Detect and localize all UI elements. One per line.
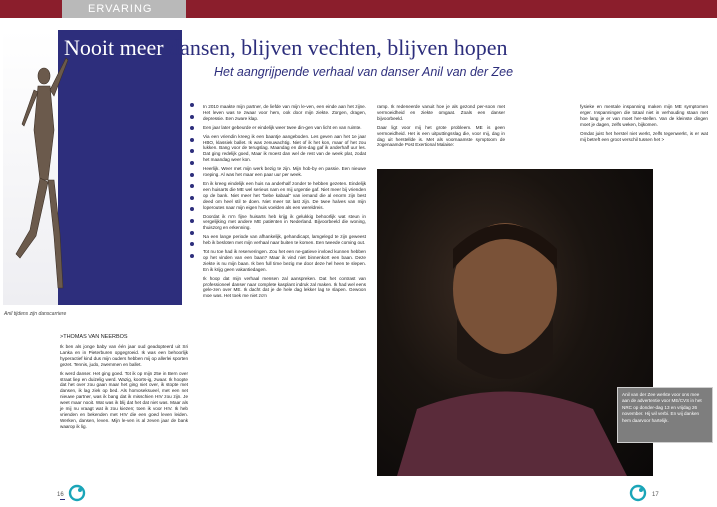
- portrait-photo: [377, 169, 653, 476]
- dancer-torso: [34, 86, 54, 180]
- paragraph: En ik kreeg eindelijk een huis na anderhalf zonder te hebben gezeten. Eindelijk een huisarts die ME wel serieus nam en mij urgentie gaf. Niet meer bij vrienden op de bank. Niet meer het "bebe kabaal" van iemand die al enorm zijn best deed om heel stil te doen. Niet meer tot last zijn. De twee halves van mijn loperoutes naar mijn eigen huis voelden als een wereldreis.: [203, 180, 366, 210]
- page-number-left: 16: [57, 492, 64, 498]
- footer-rule-left: [60, 499, 65, 500]
- paragraph: Ik hoop dat mijn verhaal mensen zal aanspreken. Dat het contrast van professioneel danser naar complete kasplant indruk zal maken. Ik had wel eens gele-zen over ME. Ik dacht dat je de hele dag lekker lag te slapen. Gewoon moe was. Het toek me niet zo'n: [203, 275, 366, 299]
- portrait-illustration: [377, 169, 653, 476]
- dot-icon: [190, 254, 194, 258]
- column-2: [203, 104, 366, 302]
- column-3: [377, 104, 505, 151]
- paragraph: Via een vriendin kreeg ik een baantje aangeboden. Les geven aan het 1e jaar HBO, klassiek ballet. Ik was zenuwachtig. Niet of ik het kon, maar of het zou lukken. Bang voor de terugslag. Maandag en dins-dag gaf ik anderhalf uur les. Dat ging redelijk goed, Maar ik moest dan wel de rest van de week plat, zodat het maandag weer kon.: [203, 133, 366, 163]
- dot-icon: [190, 219, 194, 223]
- paragraph: Een jaar later gebeurde er eindelijk weer twee din-gen van licht en van ruimte.: [203, 124, 362, 130]
- column-1: [60, 344, 188, 433]
- dancer-photo: [10, 40, 70, 300]
- paragraph: Ik werd danser. Het ging goed. Tot ik op mijn 25e in Bern over straat liep en duizelig werd. Wazig, koorts-ig, zwaar. Ik hoopte dat het over zou gaan maar het ging niet over, ik stopte met dansen, ik lag ziek op bed. Als homoseksueel, met een net nieuwe partner, was ik bang dat ik misschien HIV zou zijn. Je weet maar nooit. Wat was ik blij dat het dat niet was. Maar als je mij nu vraagt wat ik zou kiezen; toen ik voor HIV. Ik heb vrienden en bekenden met HIV die een goed leven leiden. Werken, dansen, leven. Mijn le-ven is al zeven jaar de bank waarop ik lig.: [60, 370, 188, 429]
- dancer-arm-raised: [50, 58, 68, 96]
- dot-icon: [190, 207, 194, 211]
- dot-icon: [190, 161, 194, 165]
- paragraph: Heerlijk. Weer met mijn werk bezig te zijn. Mijn hob-by en passie. Een nieuwe roeping. Al was het maar een paar uur per week.: [203, 166, 366, 178]
- dot-icon: [190, 126, 194, 130]
- article-title: [64, 35, 508, 61]
- article-subtitle: Het aangrijpende verhaal van danser Anil van der Zee: [214, 65, 514, 79]
- paragraph: Na een lange periode van afhankelijk, gehandicapt, lamgelegd te zijn geweest heb ik besloten met mijn verhaal naar buiten te komen. Een tweede coming out.: [203, 234, 366, 246]
- dot-icon: [190, 242, 194, 246]
- dot-icon: [190, 173, 194, 177]
- paragraph: Ik ben als jonge baby van één jaar oud geadopteerd uit Sri Lanka en in Pieterburen opgegroeid. Ik was een behoorlijk hyperactief kind dus mijn ouders hebben mij op allerlei sporten gezet. Tennis, judo, zwemmen en ballet.: [60, 344, 188, 367]
- paragraph: Omdat juist het herstel niet werkt, zelfs tegenwerkt, is er wat mij betreft een groot verschil tussen het >: [580, 130, 708, 142]
- section-label: ERVARING: [88, 3, 153, 15]
- dot-icon: [190, 103, 194, 107]
- page-number-right: 17: [652, 492, 659, 498]
- title-white-part: Nooit meer: [64, 35, 164, 60]
- info-box-text: Anil van der Zee werkte voor ons mee aan de advertentie voor ME/CVS in het NRC op donder-dag 13 en vrijdag 26 november. Hij wil verbi. En wij danken hem daarvoor hartelijk.: [622, 392, 702, 423]
- info-box: [617, 387, 713, 443]
- column-4: [580, 104, 708, 145]
- dot-icon: [190, 115, 194, 119]
- dancer-head: [38, 68, 50, 84]
- logo-icon: [68, 484, 86, 502]
- logo-icon: [629, 484, 647, 502]
- paragraph: Doordat ik m'n fijne huisarts heb krijg ik gelukkig behoorlijk wat steun in vergelijking met andere ME patiënten in Nederland. Bijvoorbeeld die woning, thuiszorg en erkenning.: [203, 213, 366, 231]
- paragraph: ramp. Ik redeneerde vanuit hoe je als gezond per-soon met vermoeidheid en ziekte omgaat. Zoals een danser bijvoorbeeld.: [377, 104, 505, 121]
- dot-icon: [190, 184, 194, 188]
- byline: >THOMAS VAN NEERBOS: [60, 334, 128, 340]
- title-blue-part: dansen, blijven vechten, blijven hopen: [169, 35, 508, 60]
- portrait-shirt: [397, 392, 627, 477]
- paragraph: Daar ligt voor mij het grote probleem. ME is geen vermoeidheid. Het is een uitputtingsslag die, voor mij, dag in dag uit herstellde is. Met als voornaamste symptoom de zogenaamde Post Exertional Malaise:: [377, 124, 505, 148]
- paragraph: In 2010 maakte mijn partner, de liefde van mijn le-ven, een einde aan het zijne. Het leven was te zwaar voor hem, ook door mijn ziekte. Zorgen, dragen, depressie. Een zware klap.: [203, 104, 366, 121]
- dot-icon: [190, 196, 194, 200]
- photo-caption: Anil tijdens zijn danscarriere: [4, 311, 67, 317]
- dot-icon: [190, 231, 194, 235]
- dancer-leg-left: [16, 178, 48, 258]
- dot-icon: [190, 138, 194, 142]
- dancer-leg-right: [48, 180, 63, 288]
- decorative-dots: [190, 103, 196, 265]
- dot-icon: [190, 149, 194, 153]
- title-color-block: [58, 30, 182, 305]
- paragraph: fysieke en mentale inspanning maken mijn ME symptomen erger. Inspanningen die totaal niet in verhouding staan met hoe lang je er van moet her-stellen. Van de kleinste dingen moet je dagen, zelfs weken, bijkomen.: [580, 104, 708, 127]
- paragraph: Tot nu toe had ik reserveringen. Zou het een ne-gatieve invloed kunnen hebben op het vinden van een baan? Maar ik vind niet binnenkort een baan. Deze ziekte is nu mijn baan. Ik ben full time bezig me door deze hel heen te slepen. En ik krijg geen vakantiedagen.: [203, 249, 366, 272]
